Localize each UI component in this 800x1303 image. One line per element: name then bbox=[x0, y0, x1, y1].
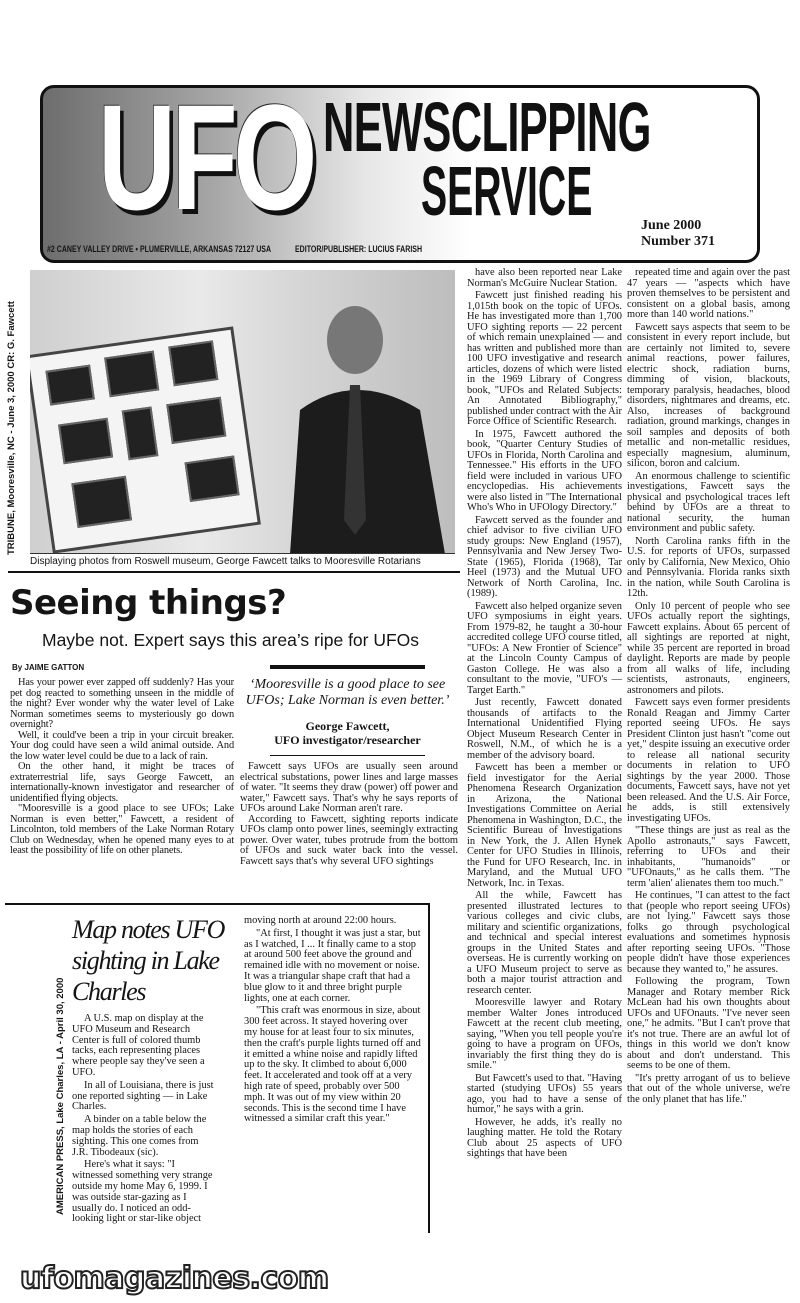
issue-number: Number 371 bbox=[641, 234, 716, 249]
paragraph: Here's what it says: "I witnessed something very strange outside my home May 6, 1999. I was outside star-gazing as I usually do. I noticed an odd-looking light or star-like object bbox=[72, 1159, 213, 1225]
pull-quote-name: George Fawcett, bbox=[305, 719, 390, 733]
paragraph: "These things are just as real as the Apollo astronauts," says Fawcett, referring to UFOs and their inhabitants, "humanoids" or "UFOnauts," as he calls them. "The term 'alien' alienates them too much." bbox=[627, 825, 790, 889]
paragraph: All the while, Fawcett has presented illustrated lectures to various colleges and civic clubs, military and scientific organizations, and technical and special interest groups in the United States and overseas. He is currently working on a UFO Museum project to serve as both a major tourist attraction and research center. bbox=[467, 890, 622, 996]
paragraph: Mooresville lawyer and Rotary member Walter Jones introduced Fawcett at the recent club meeting, saying, "When you tell people you're going to have a program on UFOs, invariably the first thing they do is smile." bbox=[467, 997, 622, 1071]
man-figure bbox=[280, 290, 450, 554]
pull-quote-title: UFO investigator/researcher bbox=[274, 733, 421, 747]
paragraph: Fawcett also helped organize seven UFO symposiums in eight years. From 1979-82, he taught a 30-hour accredited college UFO course titled, "UFOs: A New Frontier of Science" at the Lincoln County Campus of Gaston College. He was also a consultant to the movie, "UFO's — Target Earth." bbox=[467, 600, 622, 696]
paragraph: An enormous challenge to scientific investigations, Fawcett says the physical and psychological traces left behind by UFOs are a threat to national security, the human environment and public safety. bbox=[627, 470, 790, 534]
paragraph: "Mooresville is a good place to see UFOs; Lake Norman is even better," Fawcett, a resident of Lincolnton, told members of the Lake Norman Rotary Club on Wednesday, when he opened many eyes to at least the possibility of life on other planets. bbox=[10, 803, 234, 856]
article-column-3 bbox=[467, 268, 622, 1162]
paragraph: Well, it could've been a trip in your circuit breaker. Your dog could have seen a wild animal outside. And the low water level could be due to a lack of rain. bbox=[10, 729, 234, 762]
article2-headline: Map notes UFO sighting in Lake Charles bbox=[72, 915, 225, 1006]
masthead-address: #2 CANEY VALLEY DRIVE • PLUMERVILLE, ARKANSAS 72127 USA bbox=[47, 244, 272, 254]
paragraph: Fawcett has been a member or field investigator for the Aerial Phenomena Research Organization in Arizona, the National Investigations Committee on Aerial Phenomena in Washington, D.C., the Scientific Bureau of Investigations in New York, the J. Allen Hynek Center for UFO Studies in Illinois, the Fund for UFO Research, Inc. in Maryland, and the Mutual UFO Network, Inc. in Texas. bbox=[467, 762, 622, 889]
paragraph: Fawcett served as the founder and chief advisor to five civilian UFO study groups: New England (1957), Pennsylvania and New Jersey Two-State (1965), Florida (1968), Tar Heel (1973) and the Mutual UFO Network of North Carolina, Inc. (1989). bbox=[467, 514, 622, 599]
paragraph: According to Fawcett, sighting reports indicate UFOs clamp onto power lines, seemingly extracting power. Over water, tubes protrude from the bottom of UFOs and suck water back into the vessel. Fawcett says that's why several UFO sightings bbox=[240, 813, 458, 867]
masthead-title-2: SERVICE bbox=[421, 152, 593, 230]
paragraph: "This craft was enormous in size, about 300 feet across. It stayed hovering over my house for at least four to six minutes, then the craft's purple lights turned off and it emitted a whine noise and rapidly lifted up to the sky. It climbed to about 6,000 feet. It accelerated and took off at a very high rate of speed, probably over 500 mph. It was out of my view within 20 seconds. This is the second time I have witnessed a similar craft this year." bbox=[244, 1005, 421, 1125]
masthead-title: NEWSCLIPPING bbox=[323, 88, 651, 166]
clipping-border-right bbox=[428, 903, 430, 1233]
article-subhead: Maybe not. Expert says this area’s ripe for UFOs bbox=[42, 630, 420, 650]
article-headline: Seeing things? bbox=[10, 583, 287, 623]
divider bbox=[8, 571, 460, 573]
paragraph: "It's pretty arrogant of us to believe that out of the whole universe, we're the only planet that has life." bbox=[627, 1072, 790, 1105]
paragraph: He continues, "I can attest to the fact that (people who report seeing UFOs) are not lying." Fawcett says those folks go through psychological evaluations and sometimes hypnosis after reporting seeing UFOs. "Those people didn't have those experiences because they wanted to," he assures. bbox=[627, 890, 790, 975]
watermark: ufomagazines.com bbox=[20, 1261, 329, 1296]
article-column-2 bbox=[240, 762, 458, 867]
masthead-editor: EDITOR/PUBLISHER: LUCIUS FARISH bbox=[295, 244, 423, 254]
source-credit: TRIBUNE, Mooresville, NC - June 3, 2000 CR: G. Fawcett bbox=[6, 301, 17, 555]
masthead bbox=[40, 85, 760, 263]
article-column-4 bbox=[627, 268, 790, 1107]
paragraph: "At first, I thought it was just a star, but as I watched, I ... It finally came to a stop at around 500 feet above the ground and remained idle with no movement or noise. It was a triangular shape craft that had a blue glow to it and three bright purple lights, one at each corner. bbox=[244, 927, 421, 1004]
photo-board bbox=[30, 326, 261, 553]
paragraph: Fawcett just finished reading his 1,015th book on the topic of UFOs. He has investigated more than 1,700 UFO sighting reports — 22 percent of which remain unexplained — and has written and published more than 100 UFO investigative and research articles, dozens of which were listed in the 1969 Library of Congress book, "UFOs and Related Subjects: An Annotated Bibliography," published under contract with the Air Force Office of Scientific Research. bbox=[467, 290, 622, 427]
paragraph: Fawcett says aspects that seem to be consistent in every report include, but are certainly not limited to, severe animal reactions, power failures, electric shock, radiation burns, dimming of vision, blackouts, temporary paralysis, headaches, blood disorders, nightmares and dreams, etc. Also, increases of background radiation, ground markings, changes in soil samples and deposits of both metallic and non-metallic residues, especially magnesium, aluminum, silicon, boron and calcium. bbox=[627, 321, 790, 469]
paragraph: North Carolina ranks fifth in the U.S. for reports of UFOs, surpassed only by California, New Mexico, Ohio and Pennsylvania. Florida ranks sixth in the nation, while South Carolina is 12th. bbox=[627, 535, 790, 599]
article2-column-1 bbox=[72, 1014, 217, 1227]
article2-source: AMERICAN PRESS, Lake Charles, LA - April 30, 2000 bbox=[55, 977, 66, 1215]
paragraph: Following the program, Town Manager and Rotary member Rick McLean had his own thoughts about UFOs and UFOnauts. "I've never seen one," he admits. "But I can't prove that it's not true. There are an awful lot of things in this world we don't know about and don't understand. This seems to be one of them. bbox=[627, 976, 790, 1071]
article-column-1 bbox=[10, 678, 234, 857]
divider bbox=[270, 665, 425, 669]
paragraph: Only 10 percent of people who see UFOs actually report the sightings, Fawcett explains. About 65 percent of all sightings are reported at night, while 35 percent are reported in broad daylight. Reports are made by people from all walks of life, including scientists, astronauts, engineers, astronomers and pilots. bbox=[627, 600, 790, 696]
paragraph: In 1975, Fawcett authored the book, "Quarter Century Studies of UFOs in Florida, North Carolina and Tennessee." His efforts in the UFO field were included in various UFO encyclopedias. His achievements were also listed in "The International Who's Who in UFOlogy Directory." bbox=[467, 428, 622, 513]
clipping-border-top bbox=[5, 903, 430, 905]
photo-caption: Displaying photos from Roswell museum, George Fawcett talks to Mooresville Rotarians bbox=[30, 556, 421, 567]
paragraph: moving north at around 22:00 hours. bbox=[244, 915, 397, 926]
paragraph: However, he adds, it's really no laughing matter. He told the Rotary Club about 25 aspects of UFO sightings that have been bbox=[467, 1116, 622, 1159]
paragraph: have also been reported near Lake Norman's McGuire Nuclear Station. bbox=[467, 267, 622, 289]
issue-info bbox=[641, 218, 715, 250]
paragraph: Has your power ever zapped off suddenly? Has your pet dog reacted to something unseen in the middle of the night? Ever wonder why the water level of Lake Norman sometimes seems to mysteriously go down overnight? bbox=[10, 677, 234, 730]
masthead-logo: UFO bbox=[98, 85, 314, 241]
paragraph: Fawcett says UFOs are usually seen around electrical substations, power lines and large masses of water. "It seems they draw (power) off power and water," Fawcett says. That's why he says reports of UFOs around Lake Norman aren't rare. bbox=[240, 761, 458, 814]
issue-date: June 2000 bbox=[641, 218, 702, 233]
paragraph: On the other hand, it might be traces of extraterrestrial life, says George Fawcett, an internationally-known investigator and researcher of unidentified flying objects. bbox=[10, 761, 234, 804]
paragraph: In all of Louisiana, there is just one reported sighting — in Lake Charles. bbox=[72, 1079, 214, 1113]
paragraph: Fawcett says even former presidents Ronald Reagan and Jimmy Carter reported seeing UFOs. He says President Clinton just hasn't "come out yet," despite issuing an executive order to release all national security documents in relation to UFO sightings by the year 2000. Those documents, Fawcett says, have not yet been released. And the U.S. Air Force, he adds, is still extensively investigating UFOs. bbox=[627, 697, 790, 824]
article2-column-2 bbox=[244, 916, 422, 1127]
divider bbox=[270, 755, 425, 756]
article-photo bbox=[30, 270, 455, 554]
paragraph: But Fawcett's used to that. "Having started (studying UFOs) 55 years ago, you had to have a sense of humor," he says with a grin. bbox=[467, 1072, 622, 1115]
byline: By JAIME GATTON bbox=[12, 663, 85, 672]
paragraph: A binder on a table below the map holds the stories of each sighting. This one comes from J.R. Tibodeaux (sic). bbox=[72, 1114, 207, 1158]
paragraph: repeated time and again over the past 47 years — "aspects which have proven themselves to be persistent and consistent on a global basis, among more than 140 world nations." bbox=[627, 267, 790, 320]
paragraph: Just recently, Fawcett donated thousands of artifacts to the International Unidentified Flying Object Museum Research Center in Roswell, N.M., of which he is a member of the advisory board. bbox=[467, 697, 622, 761]
paragraph: A U.S. map on display at the UFO Museum and Research Center is full of colored thumb tacks, each representing places where people say they've seen a UFO. bbox=[72, 1013, 205, 1078]
pull-quote bbox=[240, 665, 455, 756]
pull-quote-text: ‘Mooresville is a good place to see UFOs; Lake Norman is even better.’ bbox=[245, 677, 450, 708]
